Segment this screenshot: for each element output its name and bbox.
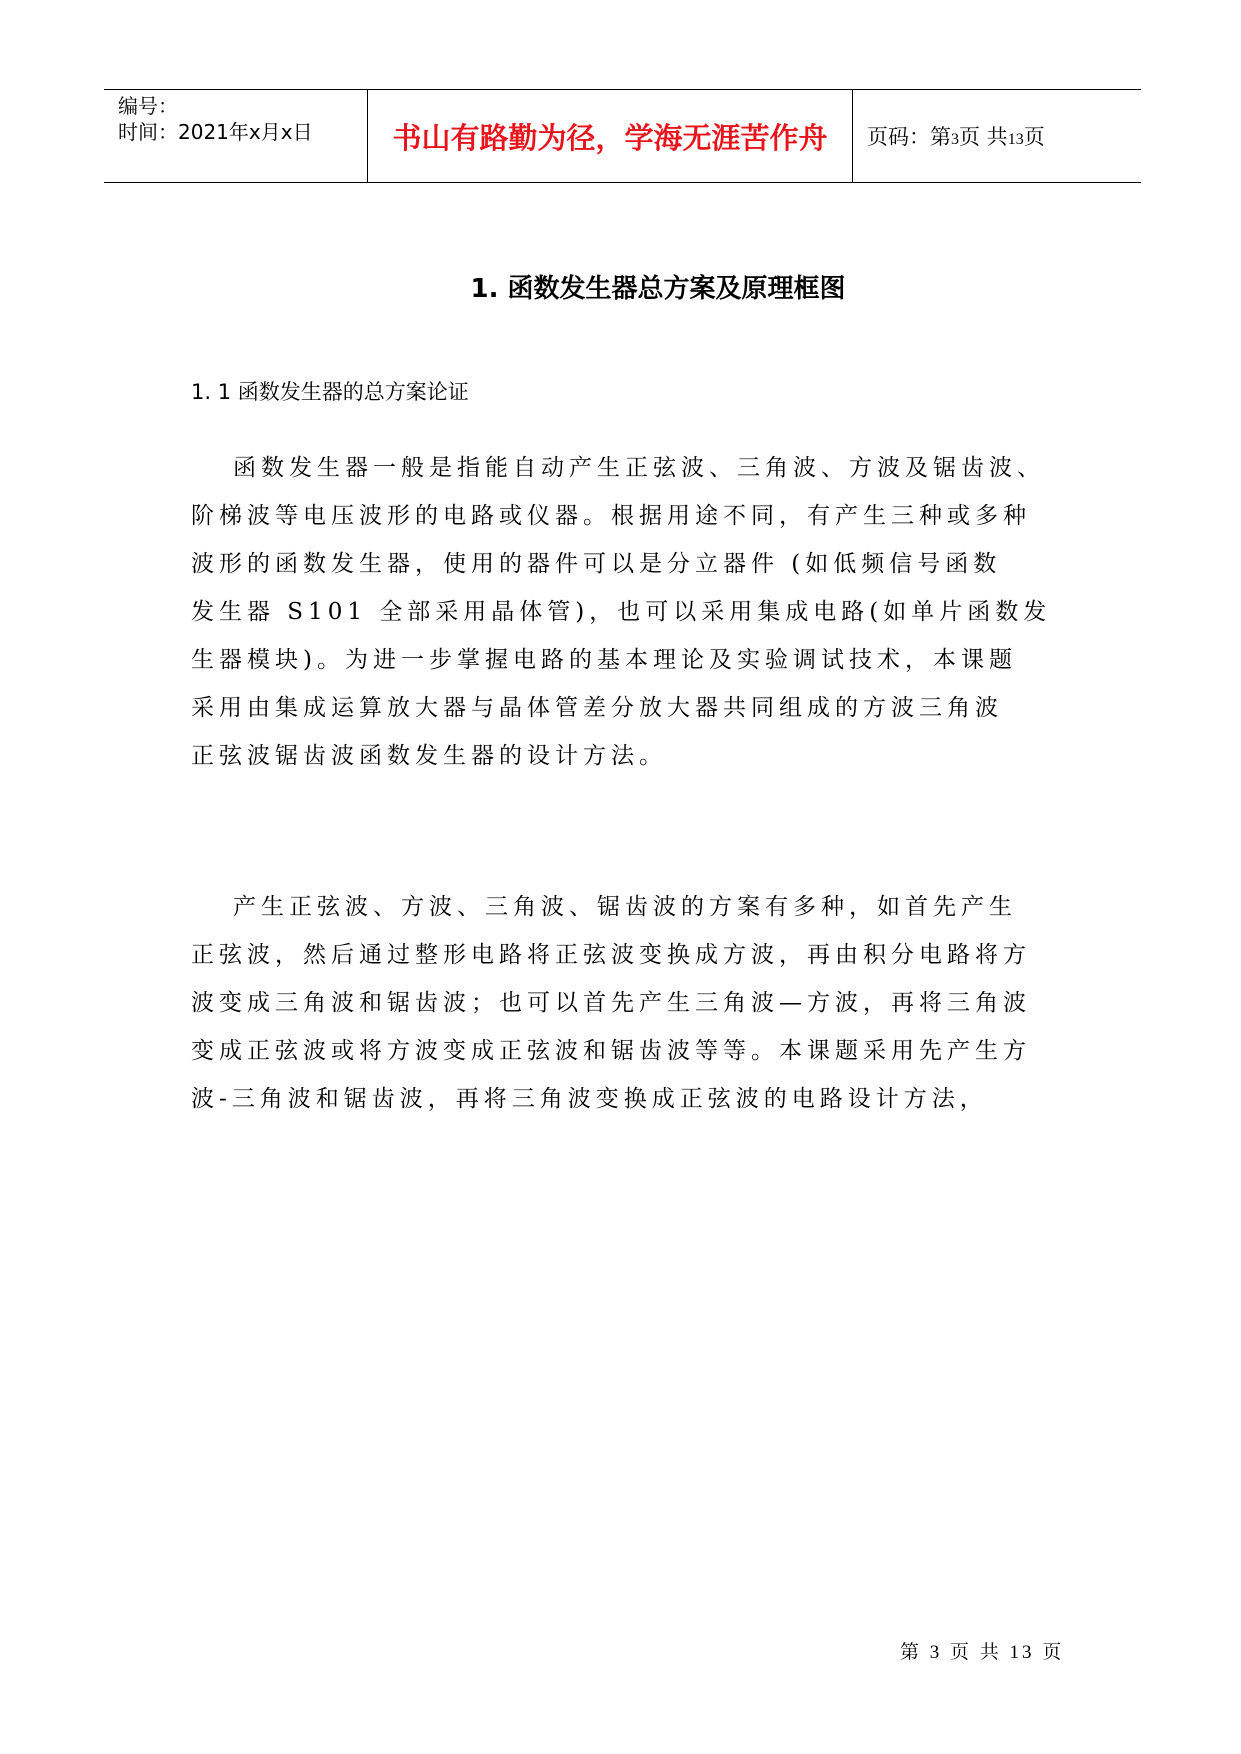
paragraph-line: 正弦波锯齿波函数发生器的设计方法。	[191, 743, 667, 769]
paragraph-line: 产生正弦波、方波、三角波、锯齿波的方案有多种，如首先产生	[233, 894, 1017, 920]
paragraph-line: 阶梯波等电压波形的电路或仪器。根据用途不同，有产生三种或多种	[191, 503, 1031, 529]
header-meta-cell	[104, 90, 368, 182]
paragraph-line: 发生器 S101 全部采用晶体管)，也可以采用集成电路(如单片函数发	[191, 599, 1052, 625]
page-code-current: 3	[951, 131, 959, 148]
section-title-text: 1. 函数发生器总方案及原理框图	[470, 274, 846, 304]
paragraph-line: 正弦波，然后通过整形电路将正弦波变换成方波，再由积分电路将方	[191, 942, 1031, 968]
paragraph-line: 采用由集成运算放大器与晶体管差分放大器共同组成的方波三角波	[191, 695, 1003, 721]
paragraph-1	[191, 444, 1081, 780]
paragraph-line: 波-三角波和锯齿波，再将三角波变换成正弦波的电路设计方法，	[191, 1086, 988, 1112]
page-code-prefix: 页码：第	[867, 125, 951, 149]
subsection-title: 1. 1 函数发生器的总方案论证	[191, 380, 469, 404]
paragraph-line: 函数发生器一般是指能自动产生正弦波、三角波、方波及锯齿波、	[233, 455, 1045, 481]
paragraph-2	[191, 883, 1081, 1123]
page-header	[104, 89, 1141, 183]
paragraph-line: 波变成三角波和锯齿波；也可以首先产生三角波—方波，再将三角波	[191, 990, 1031, 1016]
paragraph-line: 变成正弦波或将方波变成正弦波和锯齿波等等。本课题采用先产生方	[191, 1038, 1031, 1064]
page-code-suffix: 页	[1023, 125, 1045, 149]
section-title	[0, 268, 1241, 305]
header-page-code	[867, 121, 1045, 151]
paragraph-line: 生器模块)。为进一步掌握电路的基本理论及实验调试技术，本课题	[191, 647, 1017, 673]
paragraph-line: 波形的函数发生器，使用的器件可以是分立器件 (如低频信号函数	[191, 551, 1002, 577]
document-time-label: 时间：2021年x月x日	[118, 120, 313, 144]
document-number-label: 编号：	[118, 94, 178, 118]
page-footer: 第 3 页 共 13 页	[900, 1642, 1065, 1663]
header-motto-cell	[368, 90, 853, 182]
header-motto: 书山有路勤为径，学海无涯苦作舟	[392, 120, 828, 155]
page-code-total: 13	[1007, 131, 1024, 148]
header-page-cell	[853, 90, 1141, 182]
page-code-middle: 页 共	[959, 125, 1008, 149]
